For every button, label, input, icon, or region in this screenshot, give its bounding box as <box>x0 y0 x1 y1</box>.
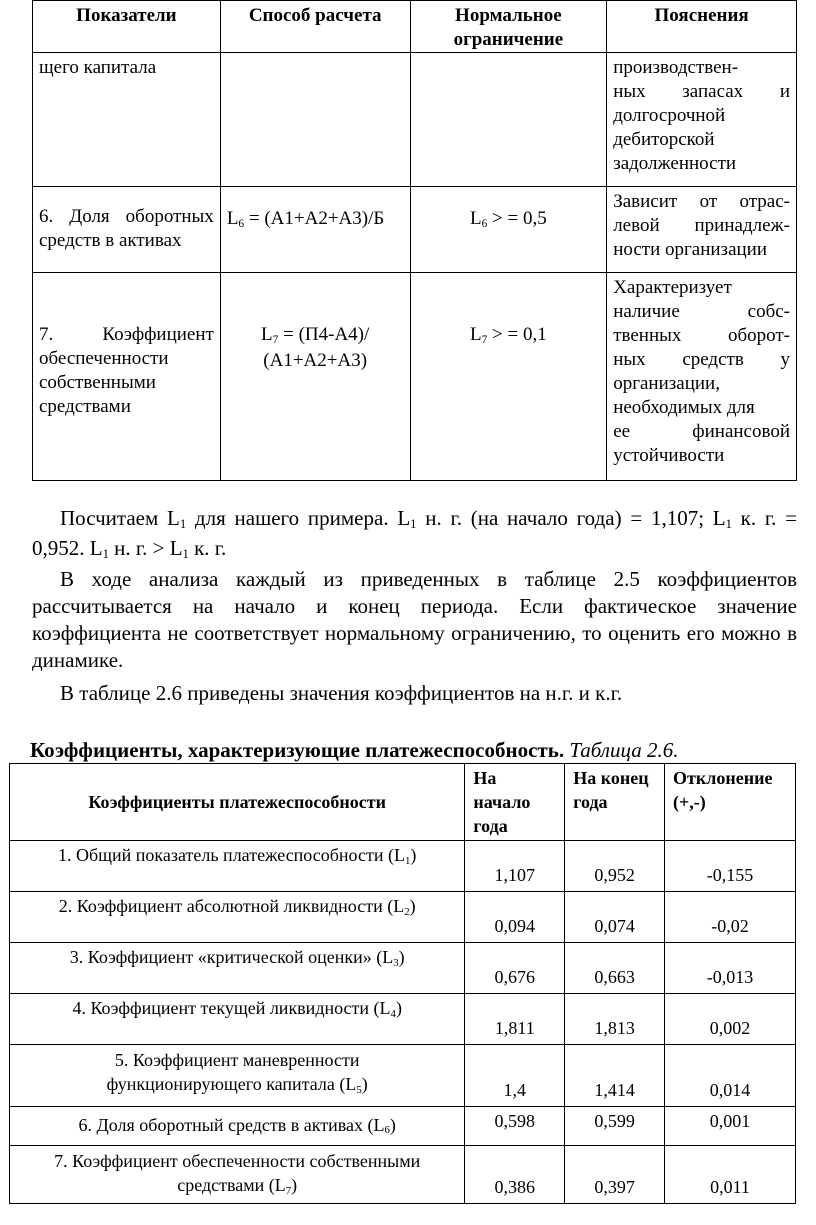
caption-label: Таблица 2.6. <box>569 738 679 762</box>
table-row <box>10 892 796 943</box>
table-header-row <box>10 764 796 841</box>
deviation-value: 0,001 <box>665 1107 796 1146</box>
norm-cell: $L_7$ > = 0,1 <box>410 273 607 481</box>
start-value: 0,386 <box>465 1146 565 1204</box>
header-norm: Нормальное ограничение <box>410 1 607 53</box>
explanation-cell: Зависит от отрас- левой принадлеж- ности организации <box>607 187 797 273</box>
coefficient-name: 1. Общий показатель платежеспособности $(L_1)$ <box>10 841 465 892</box>
table-row <box>10 841 796 892</box>
table-row <box>33 187 797 273</box>
deviation-value: -0,013 <box>665 943 796 994</box>
header-explanation: Пояснения <box>607 1 797 53</box>
indicator-cell: щего капитала <box>33 53 221 187</box>
caption-title: Коэффициенты, характеризующие платежеспособность. <box>30 738 565 762</box>
table-header-row <box>33 1 797 53</box>
table-row <box>10 1045 796 1107</box>
deviation-value: -0,02 <box>665 892 796 943</box>
end-value: 0,952 <box>565 841 665 892</box>
deviation-value: 0,002 <box>665 994 796 1045</box>
indicator-cell: 6. Доля оборотных средств в активах <box>33 187 221 273</box>
table-row <box>10 943 796 994</box>
header-coefficients: Коэффициенты платежеспособности <box>10 764 465 841</box>
coefficient-name: 5. Коэффициент маневренности функционирующего капитала $(L_5)$ <box>10 1045 465 1107</box>
table-row <box>33 53 797 187</box>
start-value: 0,676 <box>465 943 565 994</box>
paragraph-l1-calculation: Посчитаем $L_1$ для нашего примера. $L_1$ н. г. (на начало года) = 1,107; $L_1$ к. г. = 0,952. $L_1$ н. г. > $L_1$ к. г. <box>32 506 798 562</box>
deviation-value: -0,155 <box>665 841 796 892</box>
start-value: 1,811 <box>465 994 565 1045</box>
header-indicators: Показатели <box>33 1 221 53</box>
header-method: Способ расчета <box>220 1 410 53</box>
deviation-value: 0,011 <box>665 1146 796 1204</box>
start-value: 0,094 <box>465 892 565 943</box>
indicators-table <box>32 0 797 481</box>
table-row <box>10 994 796 1045</box>
deviation-value: 0,014 <box>665 1045 796 1107</box>
header-deviation: Отклонение (+,-) <box>665 764 796 841</box>
end-value: 1,414 <box>565 1045 665 1107</box>
table-caption <box>30 737 800 763</box>
table-row <box>10 1146 796 1204</box>
formula-cell <box>220 53 410 187</box>
coefficient-name: 2. Коэффициент абсолютной ликвидности $(L_2)$ <box>10 892 465 943</box>
end-value: 1,813 <box>565 994 665 1045</box>
end-value: 0,599 <box>565 1107 665 1146</box>
end-value: 0,663 <box>565 943 665 994</box>
indicator-cell: 7. Коэффициент обеспеченности собственными средствами <box>33 273 221 481</box>
coefficient-name: 3. Коэффициент «критической оценки» $(L_3)$ <box>10 943 465 994</box>
end-value: 0,397 <box>565 1146 665 1204</box>
solvency-table <box>9 763 796 1204</box>
header-end: На конец года <box>565 764 665 841</box>
coefficient-name: 4. Коэффициент текущей ликвидности $(L_4)$ <box>10 994 465 1045</box>
start-value: 1,4 <box>465 1045 565 1107</box>
formula-cell: $L_6 = (А1+А2+А3)/Б$ <box>220 187 410 273</box>
norm-cell <box>410 53 607 187</box>
paragraph-table-intro: В таблице 2.6 приведены значения коэффициентов на н.г. и к.г. <box>60 681 623 705</box>
header-start: На начало года <box>465 764 565 841</box>
end-value: 0,074 <box>565 892 665 943</box>
explanation-cell: производствен- ных запасах и долгосрочной дебиторской задолженности <box>607 53 797 187</box>
table-row <box>33 273 797 481</box>
coefficient-name: 7. Коэффициент обеспеченности собственными средствами $(L_7)$ <box>10 1146 465 1204</box>
formula-cell: $L_7 = (П4-А4)/$ (А1+А2+А3) <box>220 273 410 481</box>
explanation-cell: Характеризует наличие собс- твенных оборот- ных средств у организации, необходимых для ее финансовой устойчивости <box>607 273 797 481</box>
table-row <box>10 1107 796 1146</box>
paragraph-analysis: В ходе анализа каждый из приведенных в таблице 2.5 коэффициентов рассчитывается на начало и конец периода. Если фактическое значение коэффициента не соответствует нормальному ограничению, то оценить его можно в динамике. <box>32 567 797 672</box>
norm-cell: $L_6$ > = 0,5 <box>410 187 607 273</box>
coefficient-name: 6. Доля оборотный средств в активах $(L_6)$ <box>10 1107 465 1146</box>
start-value: 1,107 <box>465 841 565 892</box>
start-value: 0,598 <box>465 1107 565 1146</box>
